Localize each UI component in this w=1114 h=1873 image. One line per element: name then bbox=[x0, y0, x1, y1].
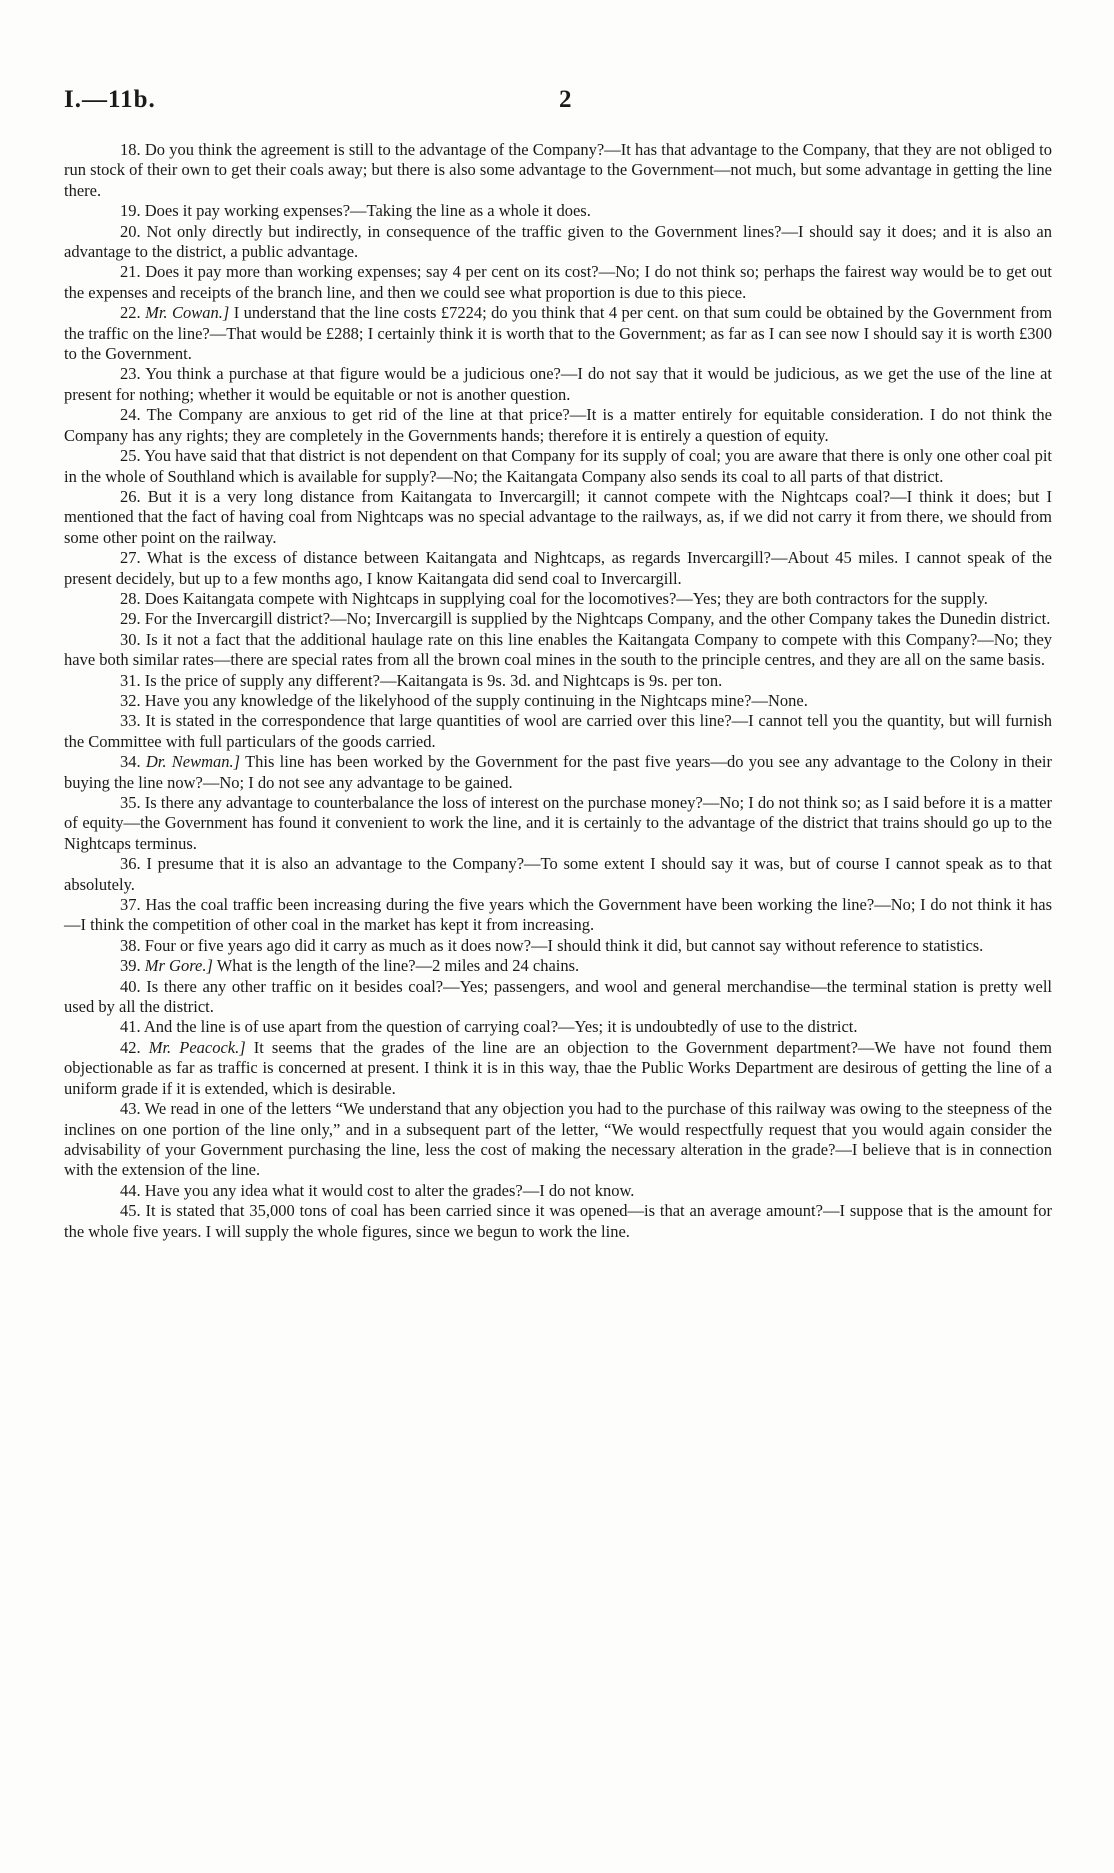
question-answer-text: We read in one of the letters “We understand that any objection you had to the purchase of this railway was owing to the steepness of the inclines on one portion of the line only,” and in a subsequent part of the letter, “We would respectfully request that you would again consider the advisability of your Government purchasing the line, less the cost of making the necessary alteration in the grade?—I believe that is in connection with the extension of the line. bbox=[64, 1099, 1052, 1180]
speaker-name: Mr Gore.] bbox=[144, 956, 213, 976]
question-number: 38. bbox=[120, 935, 145, 955]
question-paragraph bbox=[64, 140, 1052, 201]
question-paragraph bbox=[64, 977, 1052, 1018]
question-answer-text: I understand that the line costs £7224; do you think that 4 per cent. on that sum could be obtained by the Government from the traffic on the line?—That would be £288; I certainly think it is worth that to the Government; as far as I can see now I should say it is worth £300 to the Government. bbox=[64, 303, 1053, 364]
question-paragraph bbox=[64, 691, 1052, 711]
question-paragraph bbox=[64, 936, 1052, 956]
question-answer-text: You think a purchase at that figure would be a judicious one?—I do not say that it would be judicious, as we get the use of the line at present for nothing; whether it would be equitable or not is another question. bbox=[64, 364, 1052, 404]
question-paragraph bbox=[64, 548, 1052, 589]
question-paragraph bbox=[64, 854, 1052, 895]
page-number: 2 bbox=[559, 86, 572, 113]
question-number: 27. bbox=[120, 548, 147, 568]
question-paragraph bbox=[64, 446, 1052, 487]
question-paragraph bbox=[64, 589, 1052, 609]
question-number: 23. bbox=[120, 364, 146, 384]
question-number: 37. bbox=[120, 895, 146, 915]
question-paragraph bbox=[64, 671, 1052, 691]
question-paragraph bbox=[64, 303, 1052, 364]
document-reference: I.—11b. bbox=[64, 86, 156, 113]
question-answer-text: It seems that the grades of the line are an objection to the Government department?—We have not found them objectionable as far as traffic is concerned at present. I think it is in this way, thae the Public Works Department are desirous of getting the line of a uniform grade if it is extended, which is desirable. bbox=[64, 1037, 1053, 1098]
question-number: 41. bbox=[120, 1017, 144, 1037]
question-number: 40. bbox=[120, 976, 147, 996]
question-paragraph bbox=[64, 1038, 1052, 1099]
question-paragraph bbox=[64, 895, 1052, 936]
question-number: 39. bbox=[120, 956, 145, 976]
question-number: 36. bbox=[120, 854, 147, 874]
speaker-name: Mr. Cowan.] bbox=[145, 303, 230, 323]
question-answer-text: I presume that it is also an advantage to the Company?—To some extent I should say it was, but of course I cannot speak as to that absolutely. bbox=[64, 854, 1053, 894]
question-number: 30. bbox=[120, 629, 146, 649]
question-number: 42. bbox=[120, 1037, 149, 1057]
question-paragraph bbox=[64, 1201, 1052, 1242]
question-paragraph bbox=[64, 752, 1052, 793]
speaker-name: Dr. Newman.] bbox=[145, 752, 241, 772]
question-number: 18. bbox=[120, 140, 145, 159]
question-answer-text: Do you think the agreement is still to the advantage of the Company?—It has that advantage to the Company, that they are not obliged to run stock of their own to get their coals away; but there is also some advantage to the Government—not much, but some advantage in getting the line there. bbox=[64, 140, 1053, 200]
question-answer-text: Is the price of supply any different?—Kaitangata is 9s. 3d. and Nightcaps is 9s. per ton. bbox=[144, 670, 723, 690]
question-answer-text: Is there any other traffic on it besides coal?—Yes; passengers, and wool and general merchandise—the terminal station is pretty well used by all the district. bbox=[64, 976, 1052, 1017]
question-answer-text: Four or five years ago did it carry as much as it does now?—I should think it did, but cannot say without reference to statistics. bbox=[144, 935, 984, 955]
question-paragraph bbox=[64, 793, 1052, 854]
question-paragraph bbox=[64, 487, 1052, 548]
question-paragraph bbox=[64, 609, 1052, 629]
question-number: 20. bbox=[120, 221, 147, 241]
question-answer-text: It is stated that 35,000 tons of coal has been carried since it was opened—is that an average amount?—I suppose that is the amount for the whole five years. I will supply the whole figures, since we begun to work the line. bbox=[64, 1201, 1052, 1241]
question-paragraph bbox=[64, 1099, 1052, 1181]
question-answer-text: Have you any knowledge of the likelyhood of the supply continuing in the Nightcaps mine?—None. bbox=[144, 690, 808, 710]
question-answer-text: You have said that that district is not dependent on that Company for its supply of coal; you are aware that there is only one other coal pit in the whole of Southland which is available for supply?—No; the Kaitangata Company also sends its coal to all parts of that district. bbox=[64, 446, 1052, 486]
question-answer-text: Does it pay working expenses?—Taking the line as a whole it does. bbox=[144, 201, 591, 221]
question-answer-text: Is it not a fact that the additional haulage rate on this line enables the Kaitangata Company to compete with this Company?—No; they have both similar rates—there are special rates from all the brown coal mines in the south to the principle centres, and they are all on the same basis. bbox=[64, 629, 1053, 670]
question-number: 45. bbox=[120, 1201, 146, 1221]
evidence-body bbox=[64, 140, 1052, 1242]
question-paragraph bbox=[64, 222, 1052, 263]
question-number: 25. bbox=[120, 446, 145, 466]
question-answer-text: What is the excess of distance between Kaitangata and Nightcaps, as regards Invercargill?—About 45 miles. I cannot speak of the present decidely, but up to a few months ago, I know Kaitangata did send coal to Invercargill. bbox=[64, 548, 1052, 588]
question-number: 32. bbox=[120, 690, 145, 710]
question-number: 33. bbox=[120, 711, 146, 731]
question-paragraph bbox=[64, 1181, 1052, 1201]
question-number: 28. bbox=[120, 588, 145, 608]
question-answer-text: It is stated in the correspondence that large quantities of wool are carried over this line?—I cannot tell you the quantity, but will furnish the Committee with full particulars of the goods carried. bbox=[64, 711, 1053, 751]
question-number: 44. bbox=[120, 1180, 145, 1200]
question-paragraph bbox=[64, 711, 1052, 752]
question-answer-text: Not only directly but indirectly, in consequence of the traffic given to the Government lines?—I should say it does; and it is also an advantage to the district, a public advantage. bbox=[64, 221, 1053, 262]
question-number: 24. bbox=[120, 405, 147, 425]
question-answer-text: But it is a very long distance from Kaitangata to Invercargill; it cannot compete with the Nightcaps coal?—I think it does; but I mentioned that the fact of having coal from Nightcaps was no special advantage to the railways, as, if we did not carry it from there, we should from some other point on the railway. bbox=[64, 486, 1053, 547]
page-header bbox=[64, 86, 1052, 126]
document-page bbox=[64, 86, 1052, 1242]
question-answer-text: Does Kaitangata compete with Nightcaps in supplying coal for the locomotives?—Yes; they are both contractors for the supply. bbox=[144, 588, 988, 608]
question-number: 35. bbox=[120, 793, 145, 812]
question-answer-text: This line has been worked by the Government for the past five years—do you see any advantage to the Colony in their buying the line now?—No; I do not see any advantage to be gained. bbox=[64, 752, 1053, 792]
question-number: 26. bbox=[120, 486, 148, 506]
question-answer-text: What is the length of the line?—2 miles and 24 chains. bbox=[216, 956, 580, 976]
question-answer-text: Does it pay more than working expenses; say 4 per cent on its cost?—No; I do not think so; perhaps the fairest way would be to get out the expenses and receipts of the branch line, and then we could see what proportion is due to this piece. bbox=[64, 262, 1053, 302]
question-answer-text: Is there any advantage to counterbalance the loss of interest on the purchase money?—No; I do not think so; as I said before it is a matter of equity—the Government has found it convenient to work the line, and it is certainly to the advantage of the district that trains should go up to the Nightcaps terminus. bbox=[64, 793, 1052, 853]
question-paragraph bbox=[64, 630, 1052, 671]
question-number: 22. bbox=[120, 303, 146, 323]
question-answer-text: Have you any idea what it would cost to alter the grades?—I do not know. bbox=[144, 1180, 635, 1200]
question-paragraph bbox=[64, 262, 1052, 303]
question-answer-text: And the line is of use apart from the question of carrying coal?—Yes; it is undoubtedly of use to the district. bbox=[143, 1017, 858, 1037]
question-number: 19. bbox=[120, 201, 145, 221]
question-paragraph bbox=[64, 1017, 1052, 1037]
question-paragraph bbox=[64, 956, 1052, 976]
question-number: 34. bbox=[120, 752, 146, 772]
question-paragraph bbox=[64, 405, 1052, 446]
question-number: 31. bbox=[120, 670, 145, 690]
question-paragraph bbox=[64, 201, 1052, 221]
question-answer-text: For the Invercargill district?—No; Invercargill is supplied by the Nightcaps Company, and the other Company takes the Dunedin district. bbox=[144, 609, 1051, 629]
question-answer-text: Has the coal traffic been increasing during the five years which the Government have been working the line?—No; I do not think it has—I think the competition of other coal in the market has kept it from increasing. bbox=[64, 895, 1052, 935]
question-answer-text: The Company are anxious to get rid of the line at that price?—It is a matter entirely for equitable consideration. I do not think the Company has any rights; they are completely in the Governments hands; therefore it is entirely a question of equity. bbox=[64, 405, 1053, 445]
question-number: 29. bbox=[120, 609, 145, 629]
question-number: 43. bbox=[120, 1099, 145, 1119]
speaker-name: Mr. Peacock.] bbox=[148, 1037, 246, 1057]
question-number: 21. bbox=[120, 262, 146, 282]
question-paragraph bbox=[64, 364, 1052, 405]
